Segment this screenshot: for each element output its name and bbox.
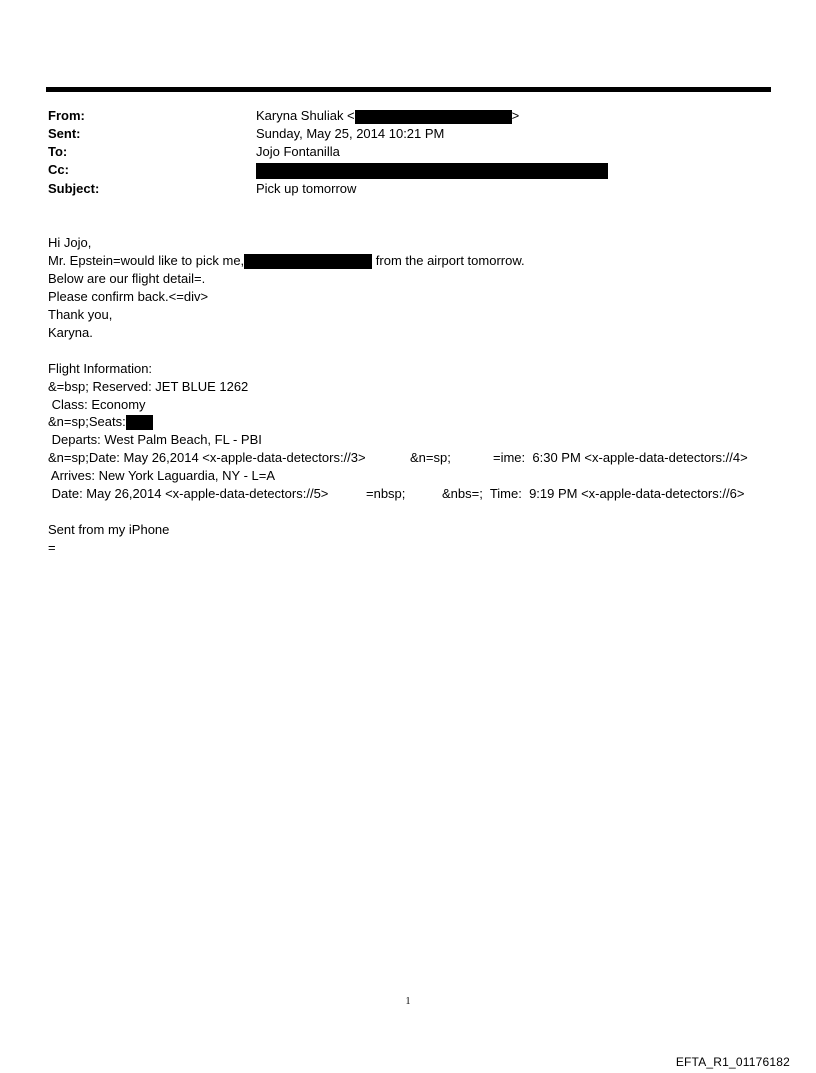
flight-heading: Flight Information: (48, 361, 153, 376)
redaction-box (126, 415, 153, 430)
flight-seats (48, 414, 153, 430)
cc-label: Cc: (48, 162, 69, 177)
cc-value (256, 162, 608, 179)
page-number: 1 (405, 996, 411, 1007)
flight-arrives: Arrives: New York Laguardia, NY - L=A (48, 468, 276, 483)
from-name: Karyna Shuliak < (256, 108, 355, 123)
body-line-5: Karyna. (48, 325, 93, 340)
sent-label: Sent: (48, 126, 81, 141)
subject-label: Subject: (48, 181, 100, 196)
flight-arrive-date-b: =nbsp; (366, 486, 406, 501)
body-line-1-end: from the airport tomorrow. (372, 253, 525, 268)
flight-arrive-time: &nbs=; Time: 9:19 PM <x-apple-data-detectors://6> (442, 486, 745, 501)
document-id: EFTA_R1_01176182 (675, 1055, 790, 1069)
to-value: Jojo Fontanilla (256, 144, 340, 159)
subject-value: Pick up tomorrow (256, 181, 357, 196)
body-line-1-start: Mr. Epstein=would like to pick me, (48, 253, 245, 268)
trailing-char: = (48, 540, 56, 555)
redaction-box (256, 163, 608, 179)
from-close: > (511, 108, 520, 123)
greeting: Hi Jojo, (48, 235, 92, 250)
to-label: To: (48, 144, 68, 159)
flight-departs: Departs: West Palm Beach, FL - PBI (48, 432, 262, 447)
flight-class: Class: Economy (48, 397, 146, 412)
body-line-2: Below are our flight detail=. (48, 271, 206, 286)
redaction-box (355, 110, 512, 124)
sent-value: Sunday, May 25, 2014 10:21 PM (256, 126, 445, 141)
signature: Sent from my iPhone (48, 522, 170, 537)
flight-depart-date-a: &n=sp;Date: May 26,2014 <x-apple-data-detectors://3> (48, 450, 366, 465)
body-line-4: Thank you, (48, 307, 113, 322)
redaction-box (244, 254, 372, 269)
body-line-1 (48, 253, 525, 269)
body-line-3: Please confirm back.<=div> (48, 289, 209, 304)
from-value (256, 108, 519, 124)
from-label: From: (48, 108, 85, 123)
flight-depart-date-b: &n=sp; (410, 450, 451, 465)
flight-arrive-date-a: Date: May 26,2014 <x-apple-data-detectors://5> (48, 486, 329, 501)
header-rule (46, 87, 771, 92)
flight-seats-label: &n=sp;Seats: (48, 414, 126, 429)
flight-depart-time: =ime: 6:30 PM <x-apple-data-detectors://4> (493, 450, 748, 465)
flight-reserved: &=bsp; Reserved: JET BLUE 1262 (48, 379, 249, 394)
